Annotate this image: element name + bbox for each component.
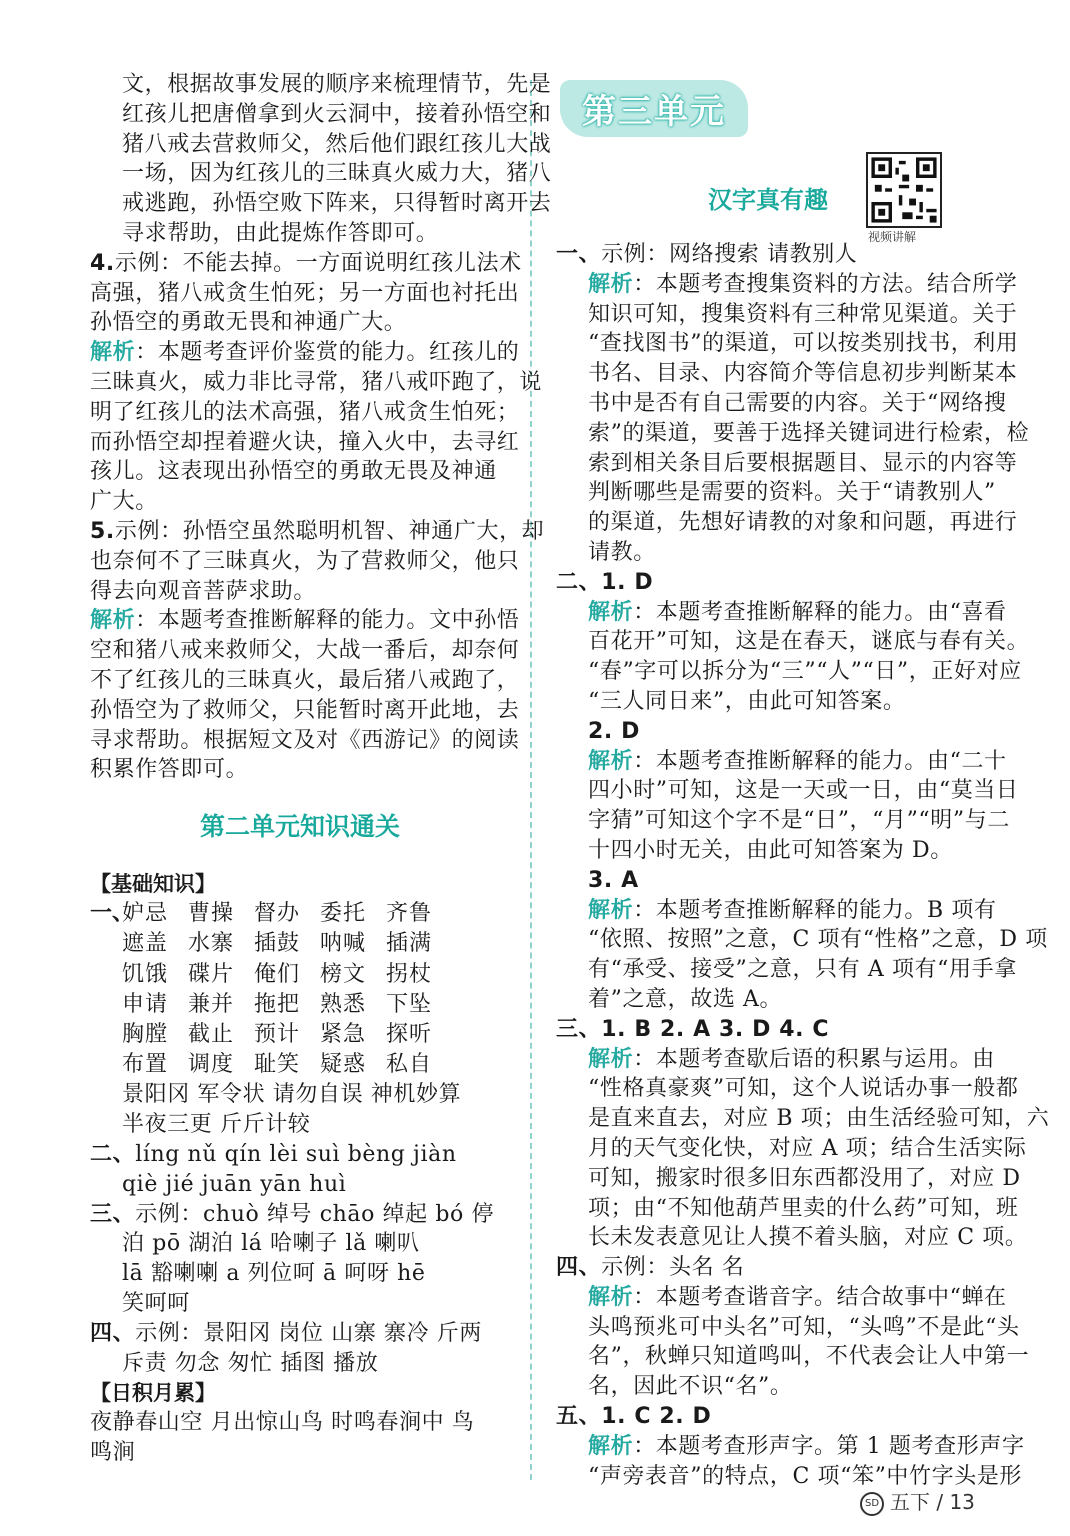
text-line: 书中是否有自己需要的内容。关于“网络搜 bbox=[588, 390, 1007, 416]
text-line: 广大。 bbox=[90, 489, 158, 515]
answer-text: 示例：网络搜索 请教别人 bbox=[601, 242, 858, 267]
subsection-heading: 【日积月累】 bbox=[90, 1381, 216, 1406]
word-item: 俺们 bbox=[254, 961, 301, 987]
word-item: 督办 bbox=[254, 901, 301, 927]
qr-code-icon[interactable] bbox=[866, 152, 942, 228]
answer-text: 示例：chuò 绰号 chāo 绰起 bó 停 bbox=[135, 1201, 495, 1227]
text-line: 有“承受、接受”之意，只有 A 项有“用手拿 bbox=[588, 957, 1017, 983]
word-item: 拐杖 bbox=[386, 961, 433, 987]
left-column bbox=[90, 70, 552, 1468]
word-item: 插满 bbox=[386, 931, 433, 957]
word-item: 熟悉 bbox=[320, 991, 367, 1017]
text-line: lā 豁喇喇 a 列位呵 ā 呵呀 hē bbox=[122, 1261, 426, 1287]
word-item: 饥饿 bbox=[122, 961, 169, 987]
text-line: 书名、目录、内容简介等信息初步判断某本 bbox=[588, 361, 1018, 387]
text-line: 红孩儿把唐僧拿到火云洞中，接着孙悟空和 bbox=[122, 101, 552, 127]
section-title: 第二单元知识通关 bbox=[199, 812, 400, 842]
text-line: “声旁表音”的特点，C 项“笨”中竹字头是形 bbox=[588, 1463, 1023, 1489]
lesson-title: 汉字真有趣 bbox=[708, 186, 828, 214]
text-line: “依照、按照”之意，C 项有“性格”之意，D 项 bbox=[588, 927, 1048, 953]
word-item: 水寨 bbox=[188, 931, 235, 957]
word-item: 胸膛 bbox=[122, 1021, 169, 1047]
answer-text: 2. D bbox=[588, 718, 640, 744]
word-item: 疑惑 bbox=[320, 1052, 367, 1078]
text-line: “性格真豪爽”可知，这个人说话办事一般都 bbox=[588, 1076, 1019, 1102]
subsection-heading: 【基础知识】 bbox=[90, 872, 216, 897]
text-line: 知识可知，搜集资料有三种常见渠道。关于 bbox=[588, 301, 1018, 327]
analysis-label: 解析 bbox=[588, 897, 634, 923]
analysis-line bbox=[556, 598, 1007, 628]
text-line: 而孙悟空却捏着避火诀，撞入火中，去寻红 bbox=[90, 429, 520, 455]
word-item: 遮盖 bbox=[122, 931, 169, 957]
item-label: 三、 bbox=[556, 1016, 602, 1042]
item-label: 四、 bbox=[556, 1255, 602, 1281]
text-line: “三人同日来”，由此可知答案。 bbox=[588, 688, 906, 714]
item-label: 二、 bbox=[556, 569, 602, 595]
text-line: 高强，猪八戒贪生怕死；另一方面也衬托出 bbox=[90, 280, 520, 306]
word-item: 委托 bbox=[320, 901, 367, 927]
text-line: 猪八戒去营救师父，然后他们跟红孩儿大战 bbox=[122, 131, 552, 157]
text-line: 明了红孩儿的法术高强，猪八戒贪生怕死； bbox=[90, 399, 520, 425]
analysis-text: ：本题考查推断解释的能力。文中孙悟 bbox=[135, 608, 520, 634]
text-line: 空和猪八戒来救师父，大战一番后，却奈何 bbox=[90, 638, 520, 664]
right-column bbox=[556, 80, 1050, 1491]
text-line: 孙悟空的勇敢无畏和神通广大。 bbox=[90, 310, 407, 336]
text-line: 索”的渠道，要善于选择关键词进行检索，检 bbox=[588, 420, 1030, 446]
answer-text: 1. B 2. A 3. D 4. C bbox=[601, 1016, 830, 1042]
text-line: 头鸣预兆可中头名”可知，“头鸣”不是此“头 bbox=[588, 1314, 1020, 1340]
analysis-line bbox=[556, 1283, 1007, 1313]
word-list-block bbox=[90, 899, 510, 1080]
page-footer bbox=[860, 1486, 975, 1516]
word-item: 榜文 bbox=[320, 961, 367, 987]
answer-text: 3. A bbox=[588, 867, 639, 893]
word-item: 截止 bbox=[188, 1021, 235, 1047]
word-item: 插鼓 bbox=[254, 931, 301, 957]
analysis-label: 解析 bbox=[588, 1433, 634, 1459]
text-line: 是直来直去，对应 B 项；由生活经验可知，六 bbox=[588, 1106, 1050, 1132]
text-line: 不了红孩儿的三昧真火，最后猪八戒跑了， bbox=[90, 667, 520, 693]
analysis-label: 解析 bbox=[588, 271, 634, 297]
word-item: 下坠 bbox=[386, 991, 433, 1017]
item-label: 一、 bbox=[556, 242, 602, 267]
text-line: 可知，搬家时很多旧东西都没用了，对应 D bbox=[588, 1165, 1021, 1191]
answer-text: 1. D bbox=[601, 569, 654, 595]
answer-line bbox=[556, 1402, 1004, 1432]
analysis-text: ：本题考查歇后语的积累与运用。由 bbox=[633, 1046, 995, 1072]
answer-line bbox=[90, 249, 522, 279]
word-item: 呐喊 bbox=[320, 931, 367, 957]
analysis-line bbox=[556, 270, 1018, 300]
word-item: 布置 bbox=[122, 1052, 169, 1078]
pinyin-line bbox=[90, 1140, 510, 1170]
analysis-text: ：本题考查谐音字。结合故事中“蝉在 bbox=[633, 1284, 1007, 1310]
analysis-text: ：本题考查形声字。第 1 题考查形声字 bbox=[633, 1433, 1025, 1459]
item-label: 四、 bbox=[90, 1320, 136, 1346]
text-line: 泊 pō 湖泊 lá 哈喇子 lǎ 喇叭 bbox=[122, 1231, 420, 1257]
text-line: 半夜三更 斤斤计较 bbox=[122, 1112, 311, 1138]
analysis-text: ：本题考查推断解释的能力。由“二十 bbox=[633, 748, 1007, 774]
word-item: 齐鲁 bbox=[386, 901, 433, 927]
text-line: 长未发表意见让人摸不着头脑，对应 C 项。 bbox=[588, 1225, 1028, 1251]
word-item: 妒忌 bbox=[122, 901, 169, 927]
analysis-text: ：本题考查推断解释的能力。B 项有 bbox=[633, 897, 997, 923]
item-label: 五、 bbox=[556, 1404, 602, 1430]
text-line: “查找图书”的渠道，可以按类别找书，利用 bbox=[588, 331, 1019, 357]
word-item: 探听 bbox=[386, 1021, 433, 1047]
text-line: 笑呵呵 bbox=[122, 1290, 190, 1316]
text-line: 字猜”可知这个字不是“日”，“月”“明”与二 bbox=[588, 808, 1010, 834]
analysis-label: 解析 bbox=[90, 340, 136, 366]
answer-line bbox=[556, 240, 1004, 270]
unit-header bbox=[556, 80, 1004, 244]
question-number: 4. bbox=[90, 250, 115, 276]
text-line: 的渠道，先想好请教的对象和问题，再进行 bbox=[588, 510, 1018, 536]
text-line: 鸣涧 bbox=[90, 1440, 136, 1466]
analysis-line bbox=[556, 896, 1004, 926]
question-number: 5. bbox=[90, 518, 115, 544]
answer-text: 示例：头名 名 bbox=[601, 1255, 745, 1281]
word-item: 碟片 bbox=[188, 961, 235, 987]
answer-line bbox=[90, 1200, 510, 1230]
text-line: 得去向观音菩萨求助。 bbox=[90, 578, 317, 604]
text-line: 文，根据故事发展的顺序来梳理情节，先是 bbox=[122, 72, 552, 97]
unit-banner: 第三单元 bbox=[560, 80, 748, 137]
text-line: 夜静春山空 月出惊山鸟 时鸣春涧中 鸟 bbox=[90, 1410, 475, 1436]
analysis-line bbox=[556, 1432, 1025, 1462]
text-line: 戒逃跑，孙悟空败下阵来，只得暂时离开去 bbox=[122, 191, 552, 217]
text-line: 一场，因为红孩儿的三昧真火威力大，猪八 bbox=[122, 161, 552, 187]
page-number: 五下 / 13 bbox=[890, 1490, 975, 1514]
text-line: 项；由“不知他葫芦里卖的什么药”可知，班 bbox=[588, 1195, 1019, 1221]
word-item: 拖把 bbox=[254, 991, 301, 1017]
text-line: 斥责 勿念 匆忙 插图 播放 bbox=[122, 1350, 379, 1376]
analysis-line bbox=[90, 338, 520, 368]
qr-label: 视频讲解 bbox=[868, 230, 917, 244]
text-line: 积累作答即可。 bbox=[90, 757, 249, 783]
analysis-label: 解析 bbox=[588, 1284, 634, 1310]
word-grid bbox=[90, 899, 510, 1080]
series-badge-icon: SD bbox=[860, 1492, 884, 1516]
text-line: 也奈何不了三昧真火，为了营救师父，他只 bbox=[90, 548, 520, 574]
answer-line bbox=[90, 517, 545, 547]
item-label: 二、 bbox=[90, 1141, 136, 1167]
text-line: 索到相关条目后要根据题目、显示的内容等 bbox=[588, 450, 1018, 476]
analysis-label: 解析 bbox=[588, 1046, 634, 1072]
text-line: 三昧真火，威力非比寻常，猪八戒吓跑了，说 bbox=[90, 369, 543, 395]
analysis-line bbox=[556, 1045, 1004, 1075]
text-line: 孙悟空为了救师父，只能暂时离开此地，去 bbox=[90, 697, 520, 723]
answer-text: 示例：景阳冈 岗位 山寨 寨冷 斤两 bbox=[135, 1320, 482, 1346]
column-divider bbox=[530, 80, 532, 1480]
text-line: “春”字可以拆分为“三”“人”“日”，正好对应 bbox=[588, 659, 1022, 685]
text-line: 十四小时无关，由此可知答案为 D。 bbox=[588, 837, 953, 863]
item-label: 三、 bbox=[90, 1201, 136, 1227]
word-item: 调度 bbox=[188, 1052, 235, 1078]
text-line: 孩儿。这表现出孙悟空的勇敢无畏及神通 bbox=[90, 459, 497, 485]
analysis-text: ：本题考查推断解释的能力。由“喜看 bbox=[633, 599, 1007, 625]
text-line: 名，因此不识“名”。 bbox=[588, 1374, 793, 1400]
word-item: 预计 bbox=[254, 1021, 301, 1047]
text-line: 百花开”可知，这是在春天，谜底与春有关。 bbox=[588, 629, 1030, 655]
answer-text: 示例：不能去掉。一方面说明红孩儿法术 bbox=[114, 250, 522, 276]
text-line: 请教。 bbox=[588, 539, 656, 565]
text-line: 名”，秋蝉只知道鸣叫，不代表会让人中第一 bbox=[588, 1344, 1030, 1370]
text-line: 景阳冈 军令状 请勿自误 神机妙算 bbox=[122, 1082, 462, 1108]
word-item: 申请 bbox=[122, 991, 169, 1017]
text-line: 月的天气变化快，对应 A 项；结合生活实际 bbox=[588, 1135, 1027, 1161]
text-line: 判断哪些是需要的资料。关于“请教别人” bbox=[588, 480, 996, 506]
analysis-label: 解析 bbox=[588, 599, 634, 625]
word-item: 耻笑 bbox=[254, 1052, 301, 1078]
word-item: 私自 bbox=[386, 1052, 433, 1078]
word-item: 曹操 bbox=[188, 901, 235, 927]
analysis-label: 解析 bbox=[90, 608, 136, 634]
text-line: 着”之意，故选 A。 bbox=[588, 986, 783, 1012]
answer-text: 1. C 2. D bbox=[601, 1404, 712, 1430]
answer-line bbox=[90, 1319, 510, 1349]
answer-line bbox=[556, 1015, 1004, 1045]
pinyin-text: líng nǔ qín lèi suì bèng jiàn bbox=[135, 1141, 457, 1167]
analysis-text: ：本题考查搜集资料的方法。结合所学 bbox=[633, 271, 1018, 297]
word-item: 兼并 bbox=[188, 991, 235, 1017]
item-label: 一、 bbox=[90, 901, 135, 927]
text-line: 寻求帮助。根据短文及对《西游记》的阅读 bbox=[90, 727, 520, 753]
word-item: 紧急 bbox=[320, 1021, 367, 1047]
analysis-text: ：本题考查评价鉴赏的能力。红孩儿的 bbox=[135, 340, 520, 366]
text-line: 寻求帮助，由此提炼作答即可。 bbox=[122, 220, 439, 246]
answer-line bbox=[556, 1253, 1004, 1283]
pinyin-line: qiè jié juān yān huì bbox=[122, 1171, 347, 1197]
text-line: 四小时”可知，这是一天或一日，由“莫当日 bbox=[588, 778, 1019, 804]
analysis-line bbox=[556, 747, 1007, 777]
analysis-line bbox=[90, 606, 520, 636]
answer-text: 示例：孙悟空虽然聪明机智、神通广大，却 bbox=[114, 518, 545, 544]
analysis-label: 解析 bbox=[588, 748, 634, 774]
answer-line bbox=[556, 568, 1004, 598]
